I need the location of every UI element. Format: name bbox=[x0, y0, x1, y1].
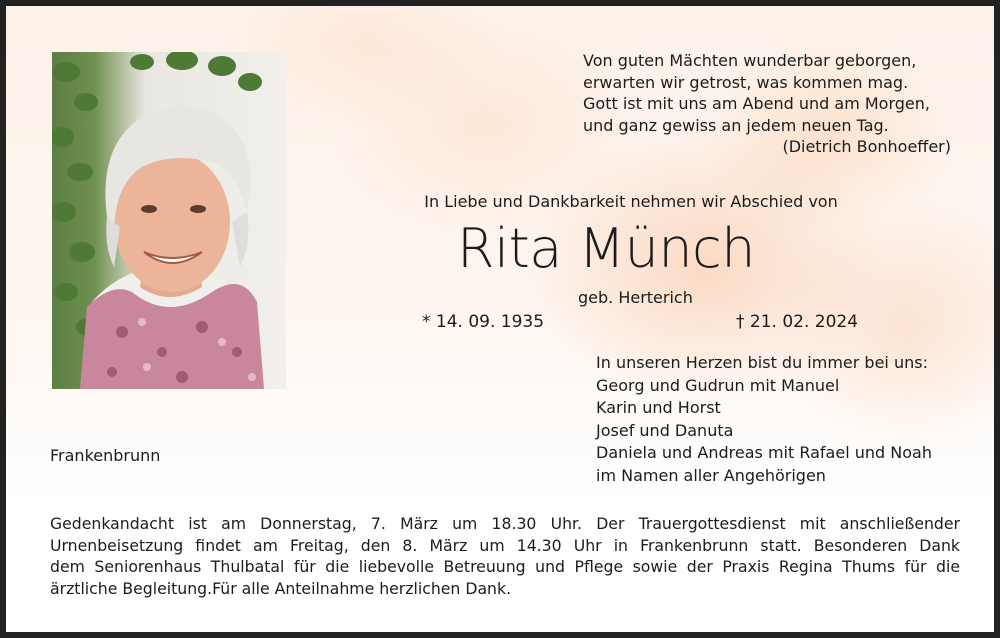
list-item: im Namen aller Angehörigen bbox=[596, 465, 826, 485]
place-name: Frankenbrunn bbox=[50, 446, 161, 465]
poem-line: Gott ist mit uns am Abend und am Morgen, bbox=[583, 94, 930, 113]
list-item: Karin und Horst bbox=[596, 398, 721, 417]
notice-line: Urnenbeisetzung findet am Freitag, den 8. März um 14.30 Uhr in Frankenbrunn statt. Besonderen Dank bbox=[50, 535, 960, 555]
farewell-intro: In Liebe und Dankbarkeit nehmen wir Abschied von bbox=[424, 192, 838, 211]
deceased-name: Rita Münch bbox=[457, 217, 755, 280]
notice-line: ärztliche Begleitung.Für alle Anteilnahme herzlichen Dank. bbox=[50, 578, 512, 598]
list-item: Daniela und Andreas mit Rafael und Noah bbox=[596, 443, 932, 462]
list-item: In unseren Herzen bist du immer bei uns: bbox=[596, 353, 928, 372]
poem-line: und ganz gewiss an jedem neuen Tag. bbox=[583, 115, 889, 135]
poem-line: Von guten Mächten wunderbar geborgen, bbox=[583, 51, 917, 70]
birth-date: * 14. 09. 1935 bbox=[422, 312, 545, 332]
mourners-list bbox=[596, 352, 932, 487]
death-date: † 21. 02. 2024 bbox=[736, 312, 859, 332]
poem-author: (Dietrich Bonhoeffer) bbox=[782, 137, 951, 156]
bonhoeffer-poem bbox=[583, 50, 963, 158]
maiden-name: geb. Herterich bbox=[578, 288, 693, 307]
notice-line: dem Seniorenhaus Thulbatal für die liebevolle Betreuung und Pflege sowie der Praxis Regina Thums für die bbox=[50, 557, 960, 576]
service-notice bbox=[50, 513, 960, 599]
notice-line: Gedenkandacht ist am Donnerstag, 7. März um 18.30 Uhr. Der Trauergottesdienst mit anschließender bbox=[50, 514, 960, 533]
list-item: Josef und Danuta bbox=[596, 420, 734, 440]
poem-line: erwarten wir getrost, was kommen mag. bbox=[583, 72, 909, 92]
list-item: Georg und Gudrun mit Manuel bbox=[596, 375, 840, 395]
portrait-photo bbox=[52, 52, 286, 389]
